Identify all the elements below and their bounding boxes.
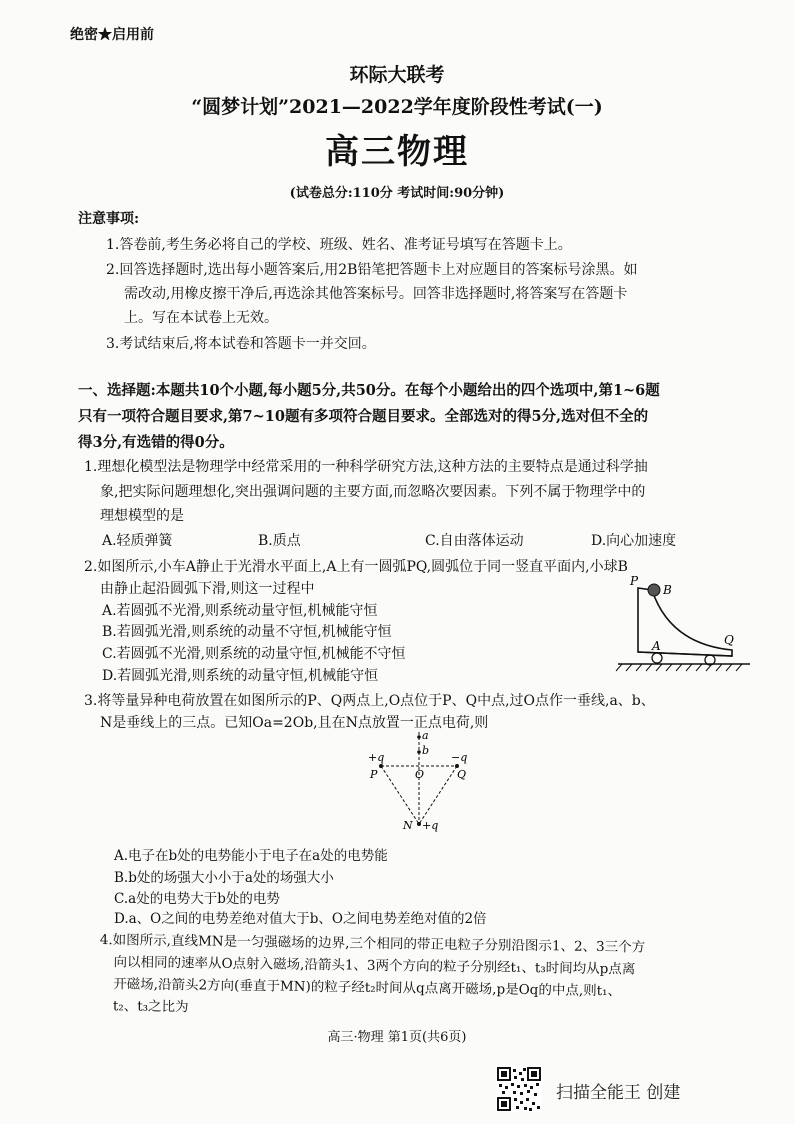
question-1-text: 1.理想化模型法是物理学中经常采用的一种科学研究方法,这种方法的主要特点是通过科学抽	[84, 459, 648, 475]
subject-title: 高三物理	[325, 132, 469, 172]
q3-option-c: C.a处的电势大于b处的电势	[114, 891, 280, 907]
fig3-label-plus-q: +q	[368, 751, 385, 764]
q2-option-b: B.若圆弧光滑,则系统的动量不守恒,机械能守恒	[102, 624, 392, 640]
q1-option-b: B.质点	[258, 533, 301, 549]
notice-heading: 注意事项:	[78, 211, 140, 227]
fig2-label-a: A	[652, 639, 661, 653]
q3-option-d: D.a、O之间的电势差绝对值大于b、O之间电势差绝对值的2倍	[114, 911, 487, 927]
notice-item: 3.考试结束后,将本试卷和答题卡一并交回。	[106, 336, 376, 352]
fig3-label-p: P	[370, 768, 378, 781]
question-1-text: 理想模型的是	[100, 508, 184, 524]
q2-option-c: C.若圆弧不光滑,则系统的动量守恒,机械能不守恒	[102, 646, 406, 662]
q3-option-b: B.b处的场强大小小于a处的场强大小	[114, 870, 334, 886]
section-instructions: 一、选择题:本题共10个小题,每小题5分,共50分。在每个小题给出的四个选项中,第1~6题	[78, 382, 660, 399]
question-3-text: 3.将等量异种电荷放置在如图所示的P、Q两点上,O点位于P、Q中点,过O点作一垂线,a、b、	[84, 693, 655, 709]
notice-item: 需改动,用橡皮擦干净后,再选涂其他答案标号。回答非选择题时,将答案写在答题卡	[124, 286, 628, 302]
fig2-label-p: P	[630, 574, 639, 588]
fig3-label-minus-q: −q	[451, 751, 468, 764]
q1-option-a: A.轻质弹簧	[102, 533, 173, 549]
notice-item: 上。写在本试卷上无效。	[124, 310, 278, 326]
fig3-label-a: a	[422, 730, 429, 742]
fig3-label-n-charge: +q	[422, 819, 439, 832]
question-1-text: 象,把实际问题理想化,突出强调问题的主要方面,而忽略次要因素。下列不属于物理学中的	[100, 484, 646, 500]
fig3-label-o: O	[415, 768, 425, 781]
notice-item: 2.回答选择题时,选出每小题答案后,用2B铅笔把答题卡上对应题目的答案标号涂黑。如	[106, 262, 638, 278]
confidential-mark: 绝密★启用前	[70, 27, 154, 43]
q2-option-d: D.若圆弧光滑,则系统的动量守恒,机械能守恒	[102, 668, 379, 684]
fig3-label-b: b	[422, 744, 430, 757]
question-4-text: t₂、t₃之比为	[112, 998, 189, 1016]
organizer-title: 环际大联考	[349, 64, 445, 86]
qr-code-icon	[496, 1066, 542, 1112]
q1-option-d: D.向心加速度	[591, 533, 677, 549]
fig3-label-q: Q	[457, 768, 467, 781]
q1-option-c: C.自由落体运动	[425, 533, 524, 549]
fig2-label-b: B	[663, 583, 672, 597]
fig2-label-q: Q	[724, 633, 734, 647]
question-2-text: 由静止起沿圆弧下滑,则这一过程中	[100, 581, 315, 597]
exam-meta: (试卷总分:110分 考试时间:90分钟)	[289, 186, 505, 201]
question-4-text: 向以相同的速率从O点射入磁场,沿箭头1、3两个方向的粒子分别经t₁、t₃时间均从p点离	[113, 954, 636, 978]
exam-title: “圆梦计划”2021—2022学年度阶段性考试(一)	[191, 96, 603, 118]
q3-option-a: A.电子在b处的电势能小于电子在a处的电势能	[114, 848, 388, 864]
section-instructions: 只有一项符合题目要求,第7~10题有多项符合题目要求。全部选对的得5分,选对但不全的	[78, 408, 649, 425]
question-3-text: N是垂线上的三点。已知Oa=2Ob,且在N点放置一正点电荷,则	[100, 715, 489, 731]
section-instructions: 得3分,有选错的得0分。	[78, 434, 234, 451]
question-4-text: 4.如图所示,直线MN是一匀强磁场的边界,三个相同的带正电粒子分别沿图示1、2、3三个方	[99, 931, 646, 956]
page-footer: 高三·物理 第1页(共6页)	[327, 1030, 467, 1045]
q2-option-a: A.若圆弧不光滑,则系统动量守恒,机械能守恒	[102, 603, 378, 619]
fig3-label-n: N	[403, 819, 413, 832]
scanner-watermark: 扫描全能王 创建	[556, 1083, 681, 1103]
notice-item: 1.答卷前,考生务必将自己的学校、班级、姓名、准考证号填写在答题卡上。	[106, 237, 572, 253]
question-2-text: 2.如图所示,小车A静止于光滑水平面上,A上有一圆弧PQ,圆弧位于同一竖直平面内,小球B	[84, 559, 628, 575]
question-4-text: 开磁场,沿箭头2方向(垂直于MN)的粒子经t₂时间从q点离开磁场,p是Oq的中点,则t₁、	[113, 976, 622, 1000]
